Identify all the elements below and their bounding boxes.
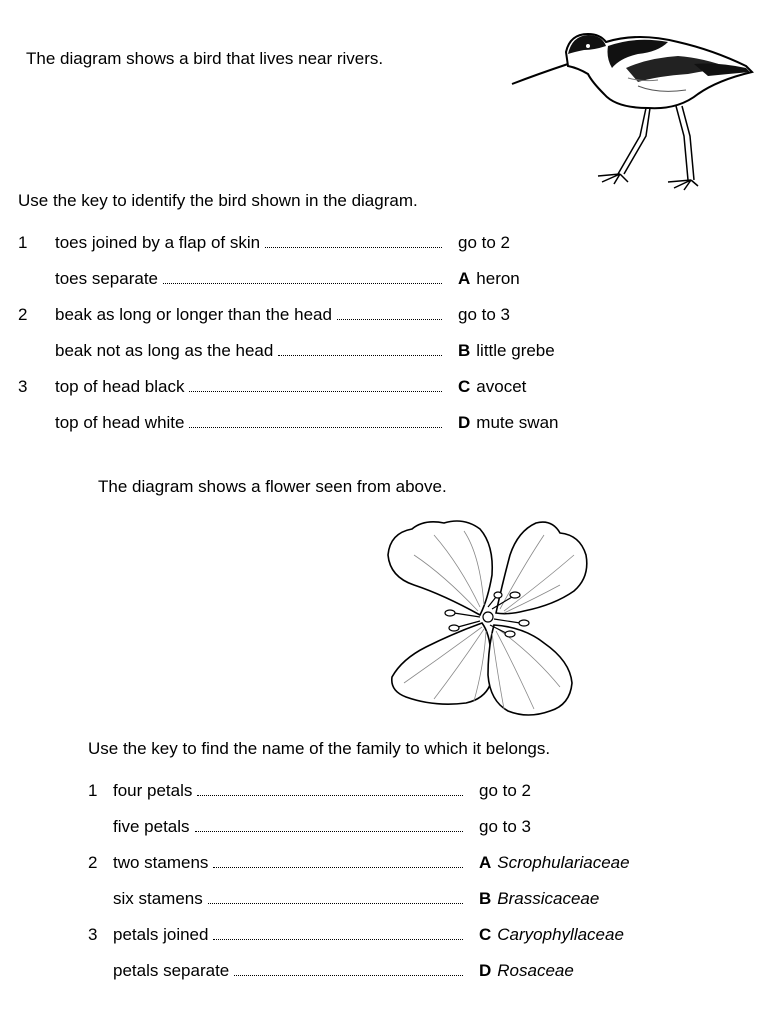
key-row xyxy=(18,376,618,398)
key-result xyxy=(458,376,526,398)
key-result-letter: B xyxy=(458,341,471,360)
key-row xyxy=(88,852,688,874)
key-result-text: go to 3 xyxy=(458,305,510,324)
key-result-letter: B xyxy=(479,889,492,908)
key-description-text: top of head white xyxy=(55,413,185,432)
dotted-leader xyxy=(163,283,442,284)
key-result-text: little grebe xyxy=(476,341,555,360)
key-description-text: four petals xyxy=(113,781,193,800)
key-result xyxy=(479,888,599,910)
key-step-number: 3 xyxy=(88,925,98,944)
key-description-text: top of head black xyxy=(55,377,185,396)
flower-intro-text: The diagram shows a flower seen from above. xyxy=(98,477,447,496)
key-description-text: toes joined by a flap of skin xyxy=(55,233,261,252)
key-result-letter: C xyxy=(479,925,492,944)
key-result xyxy=(458,340,555,362)
key-row xyxy=(88,960,688,982)
key-result xyxy=(479,852,630,874)
key-row xyxy=(88,780,688,802)
dotted-leader xyxy=(278,355,442,356)
key-result-text: go to 2 xyxy=(458,233,510,252)
key-row xyxy=(18,340,618,362)
key-description-text: petals joined xyxy=(113,925,209,944)
dotted-leader xyxy=(234,975,463,976)
key-description-text: toes separate xyxy=(55,269,159,288)
key-description xyxy=(55,268,444,290)
key-step-number: 1 xyxy=(88,781,98,800)
key-description-text: two stamens xyxy=(113,853,209,872)
key-description xyxy=(113,780,465,802)
avocet-bird-illustration xyxy=(508,24,758,194)
key-description xyxy=(55,412,444,434)
key-result-letter: D xyxy=(479,961,492,980)
key-description-text: petals separate xyxy=(113,961,230,980)
key-description-text: six stamens xyxy=(113,889,203,908)
key-result-text: heron xyxy=(476,269,520,288)
key-result xyxy=(458,412,558,434)
dotted-leader xyxy=(213,867,463,868)
key-step-number: 1 xyxy=(18,233,28,252)
key-result-letter: C xyxy=(458,377,471,396)
key-description xyxy=(113,852,465,874)
key-result-text: avocet xyxy=(476,377,527,396)
key-result-letter: D xyxy=(458,413,471,432)
key-description xyxy=(55,232,444,254)
key-row xyxy=(88,816,688,838)
key-result xyxy=(479,924,624,946)
key-description xyxy=(113,888,465,910)
key-result-text: Brassicaceae xyxy=(497,889,600,908)
key-result xyxy=(458,232,510,254)
key-description-text: beak as long or longer than the head xyxy=(55,305,332,324)
flower-instruction-text: Use the key to find the name of the family to which it belongs. xyxy=(88,739,551,758)
dotted-leader xyxy=(265,247,442,248)
dotted-leader xyxy=(189,427,442,428)
key-result-text: Caryophyllaceae xyxy=(497,925,624,944)
four-petal-flower-illustration xyxy=(384,515,594,720)
dotted-leader xyxy=(213,939,463,940)
key-step-number: 3 xyxy=(18,377,28,396)
key-row xyxy=(88,924,688,946)
key-row xyxy=(18,268,618,290)
dotted-leader xyxy=(197,795,463,796)
key-row xyxy=(88,888,688,910)
key-result xyxy=(479,780,531,802)
key-description xyxy=(55,376,444,398)
key-step-number: 2 xyxy=(18,305,28,324)
key-result xyxy=(479,960,574,982)
key-row xyxy=(18,412,618,434)
dotted-leader xyxy=(195,831,463,832)
key-result-letter: A xyxy=(458,269,471,288)
key-result xyxy=(458,304,510,326)
key-step-number: 2 xyxy=(88,853,98,872)
bird-instruction-text: Use the key to identify the bird shown in the diagram. xyxy=(18,191,418,210)
key-description-text: five petals xyxy=(113,817,190,836)
key-result xyxy=(458,268,520,290)
key-result-text: go to 3 xyxy=(479,817,531,836)
key-result-text: mute swan xyxy=(476,413,559,432)
key-result-text: Rosaceae xyxy=(497,961,574,980)
key-description xyxy=(113,924,465,946)
key-result-letter: A xyxy=(479,853,492,872)
key-result xyxy=(479,816,531,838)
dotted-leader xyxy=(189,391,442,392)
dotted-leader xyxy=(208,903,463,904)
bird-intro-text: The diagram shows a bird that lives near rivers. xyxy=(26,49,384,68)
key-description xyxy=(113,816,465,838)
key-row xyxy=(18,232,618,254)
key-description xyxy=(55,304,444,326)
key-row xyxy=(18,304,618,326)
key-description xyxy=(113,960,465,982)
key-description xyxy=(55,340,444,362)
dotted-leader xyxy=(337,319,442,320)
key-result-text: go to 2 xyxy=(479,781,531,800)
key-description-text: beak not as long as the head xyxy=(55,341,274,360)
key-result-text: Scrophulariaceae xyxy=(497,853,630,872)
